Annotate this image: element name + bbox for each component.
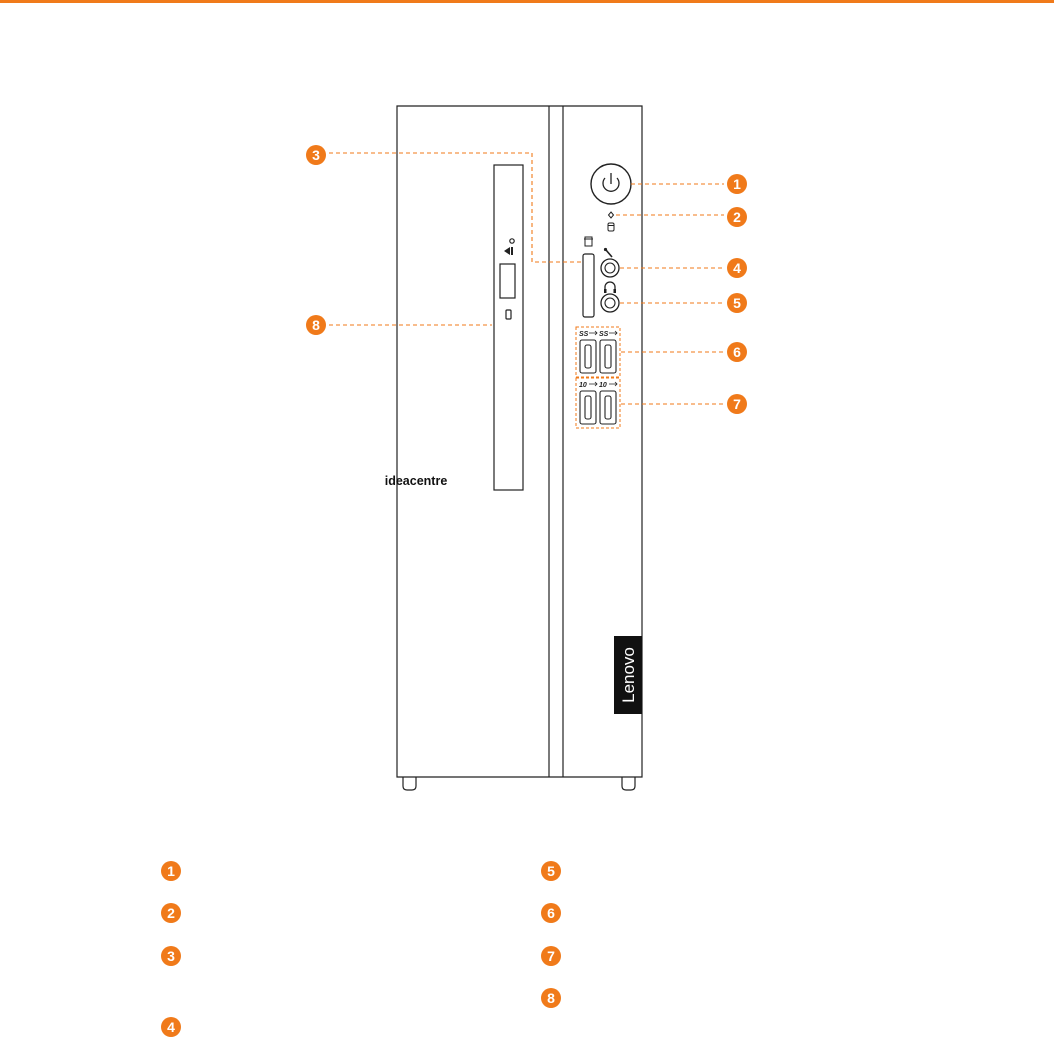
drive-activity-icon <box>608 223 614 231</box>
legend-badge-3: 3 <box>161 946 181 966</box>
svg-text:3: 3 <box>312 147 320 163</box>
card-reader <box>583 237 594 317</box>
callout-badge-3 <box>306 145 326 165</box>
callout-badge-8 <box>306 315 326 335</box>
callout-badge-7 <box>727 394 747 414</box>
headphone-jack[interactable] <box>601 294 619 312</box>
usb-lower-labels <box>579 382 607 389</box>
legend-badge-6: 6 <box>541 903 561 923</box>
eject-icon <box>504 247 513 255</box>
optical-drive-display <box>500 264 515 298</box>
microphone-icon <box>604 248 612 257</box>
foot-left <box>403 777 416 790</box>
side-logo <box>614 636 642 714</box>
headphone-icon <box>604 282 616 293</box>
callout-badge-1 <box>727 174 747 194</box>
legend-badge-1: 1 <box>161 861 181 881</box>
legend-badge-2: 2 <box>161 903 181 923</box>
usb-lower-label-left: 10 <box>579 382 587 389</box>
usb-upper-label-left: SS <box>579 331 589 338</box>
leader-3 <box>329 153 582 262</box>
callout-badge-5 <box>727 293 747 313</box>
svg-text:8: 8 <box>312 317 320 333</box>
svg-text:5: 5 <box>733 295 741 311</box>
optical-drive-eject-button[interactable] <box>506 310 511 319</box>
svg-text:6: 6 <box>733 344 741 360</box>
power-button[interactable] <box>591 164 631 204</box>
usb-port-lower-right[interactable] <box>600 391 616 424</box>
optical-drive-bezel <box>494 165 523 490</box>
usb-lower-label-right: 10 <box>599 382 607 389</box>
legend-badge-7: 7 <box>541 946 561 966</box>
chassis <box>397 106 642 790</box>
optical-drive <box>494 165 523 490</box>
svg-text:2: 2 <box>733 209 741 225</box>
chassis-outline <box>397 106 642 777</box>
side-logo-text: Lenovo <box>619 647 638 703</box>
callout-badge-4 <box>727 258 747 278</box>
optical-drive-led <box>510 239 514 243</box>
usb-port-upper-left[interactable] <box>580 340 596 373</box>
foot-right <box>622 777 635 790</box>
svg-text:1: 1 <box>733 176 741 192</box>
card-reader-slot[interactable] <box>583 254 594 317</box>
legend-badge-8: 8 <box>541 988 561 1008</box>
callout-badge-6 <box>727 342 747 362</box>
usb-port-upper-right[interactable] <box>600 340 616 373</box>
usb-upper-labels <box>579 331 609 338</box>
svg-text:7: 7 <box>733 396 741 412</box>
usb-port-lower-left[interactable] <box>580 391 596 424</box>
legend-badge-5: 5 <box>541 861 561 881</box>
callout-leaders <box>329 153 724 404</box>
drive-activity-indicator <box>608 212 614 231</box>
usb-upper-label-right: SS <box>599 331 609 338</box>
power-icon <box>603 173 619 191</box>
card-reader-icon <box>584 237 593 246</box>
svg-text:4: 4 <box>733 260 741 276</box>
callout-badge-2 <box>727 207 747 227</box>
microphone-jack[interactable] <box>601 259 619 277</box>
legend-badge-4: 4 <box>161 1017 181 1037</box>
callout-badges <box>306 145 747 414</box>
front-logo: ideacentre <box>384 474 448 488</box>
drive-activity-light <box>609 212 614 218</box>
